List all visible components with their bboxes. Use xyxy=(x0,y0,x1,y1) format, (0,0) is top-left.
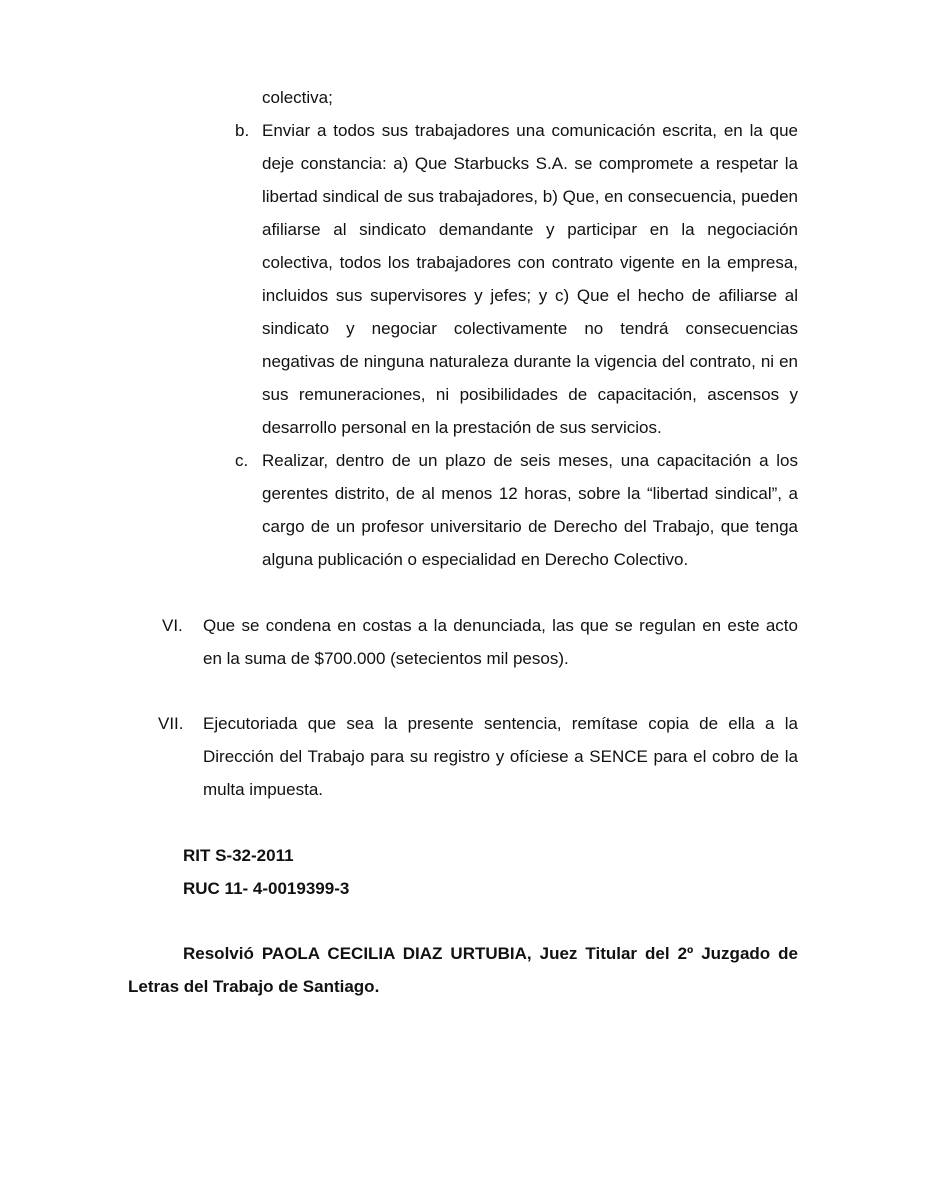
item-c-text: Realizar, dentro de un plazo de seis meses, una capacitación a los gerentes distrito, de al menos 12 horas, sobre la “libertad sindical”, a cargo de un profesor universitario de Derecho del Trabajo, que tenga alguna publicación o especialidad en Derecho Colectivo. xyxy=(262,451,798,569)
item-b-text: Enviar a todos sus trabajadores una comunicación escrita, en la que deje constancia: a) Que Starbucks S.A. se compromete a respetar la libertad sindical de sus trabajadores, b) Que, en consecuencia, pueden afiliarse al sindicato demandante y participar en la negociación colectiva, todos los trabajadores con contrato vigente en la empresa, incluidos sus supervisores y jefes; y c) Que el hecho de afiliarse al sindicato y negociar colectivamente no tendrá consecuencias negativas de ninguna naturaleza durante la vigencia del contrato, ni en sus remuneraciones, ni posibilidades de capacitación, ascensos y desarrollo personal en la prestación de sus servicios. xyxy=(262,121,798,437)
continued-text-content: colectiva; xyxy=(262,88,333,107)
continued-text xyxy=(262,81,802,114)
case-ruc: RUC 11- 4-0019399-3 xyxy=(183,879,350,898)
item-vi-text: Que se condena en costas a la denunciada, las que se regulan en este acto en la suma de $700.000 (setecientos mil pesos). xyxy=(203,616,798,668)
signature-text: Resolvió PAOLA CECILIA DIAZ URTUBIA, Juez Titular del 2º Juzgado de Letras del Trabajo de Santiago. xyxy=(128,944,798,996)
item-c-paragraph xyxy=(262,444,798,576)
item-vi-paragraph xyxy=(203,609,798,675)
item-vii-text: Ejecutoriada que sea la presente sentencia, remítase copia de ella a la Dirección del Trabajo para su registro y ofíciese a SENCE para el cobro de la multa impuesta. xyxy=(203,714,798,799)
item-b-paragraph xyxy=(262,114,798,444)
item-vii-label: VII. xyxy=(158,714,184,733)
item-vii-paragraph xyxy=(203,707,798,806)
item-vi-label: VI. xyxy=(162,616,183,635)
item-c-label: c. xyxy=(235,451,249,470)
item-b-label: b. xyxy=(235,121,250,140)
signature-paragraph xyxy=(128,937,798,1003)
case-rit: RIT S-32-2011 xyxy=(183,846,294,865)
